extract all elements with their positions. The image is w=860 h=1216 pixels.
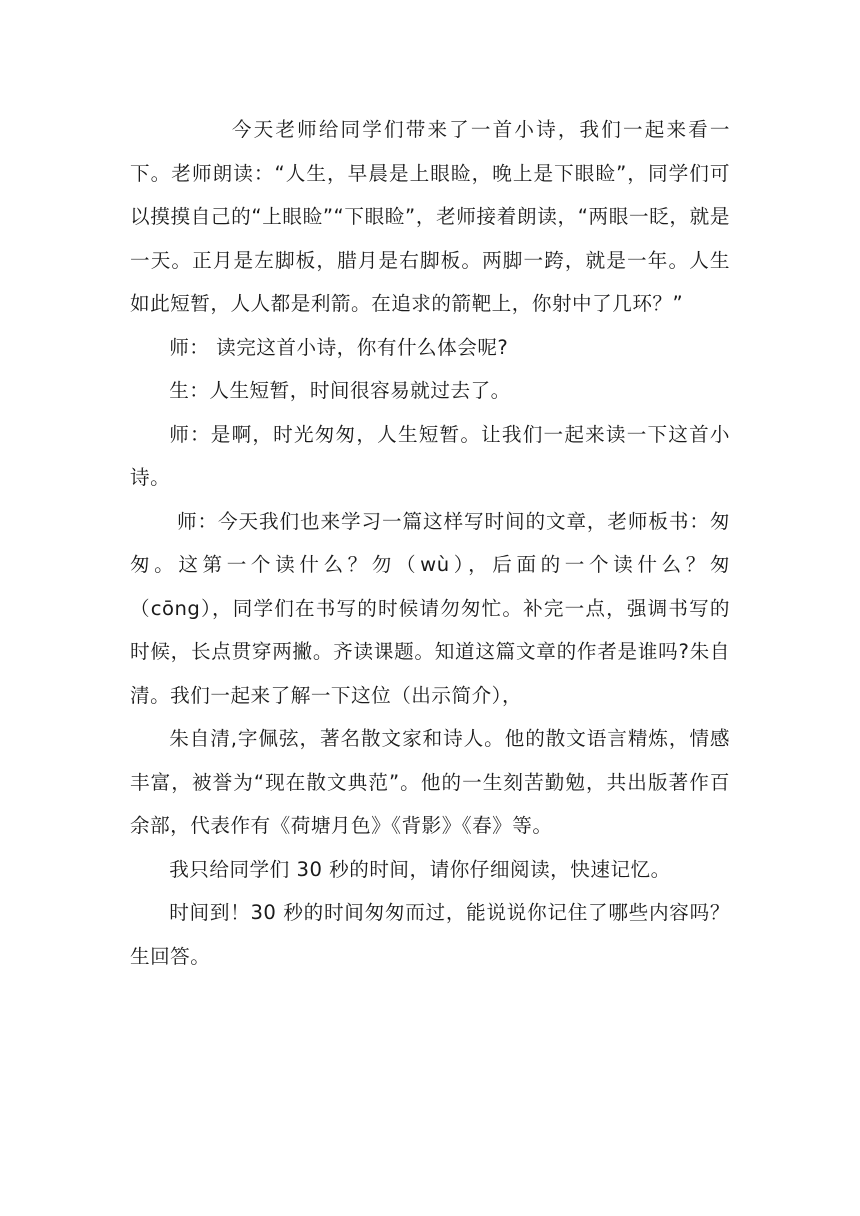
paragraph-time-up: 时间到！30 秒的时间匆匆而过，能说说你记住了哪些内容吗？生回答。 <box>130 901 730 968</box>
paragraph-reading-task: 我只给同学们 30 秒的时间，请你仔细阅读，快速记忆。 <box>169 857 671 881</box>
paragraph-student-answer: 生：人生短暂，时间很容易就过去了。 <box>169 379 511 402</box>
paragraph-teacher-question: 师： 读完这首小诗，你有什么体会呢? <box>169 335 509 359</box>
paragraph-author-intro: 朱自清,字佩弦，著名散文家和诗人。他的散文语言精炼，情感丰富，被誉为“现在散文典范”。他的一生刻苦勤勉，共出版著作百余部，代表作有《荷塘月色》《背影》《春》等。 <box>130 727 730 837</box>
document-body <box>130 108 730 978</box>
paragraph-poem-intro: 今天老师给同学们带来了一首小诗，我们一起来看一下。老师朗读：“人生，早晨是上眼睑，晚上是下眼睑”，同学们可以摸摸自己的“上眼睑”“下眼睑”，老师接着朗读，“两眼一眨，就是一天。正月是左脚板，腊月是右脚板。两脚一跨，就是一年。人生如此短暂，人人都是利箭。在追求的箭靶上，你射中了几环？” <box>130 118 730 315</box>
paragraph-teacher-response: 师：是啊，时光匆匆，人生短暂。让我们一起来读一下这首小诗。 <box>130 422 730 489</box>
paragraph-lesson-title: 师：今天我们也来学习一篇这样写时间的文章，老师板书：匆匆。这第一个读什么？勿（wù），后面的一个读什么？匆（cōng），同学们在书写的时候请勿匆忙。补完一点，强调书写的时候，长点贯穿两撇。齐读课题。知道这篇文章的作者是谁吗?朱自清。我们一起来了解一下这位（出示简介）， <box>130 509 730 707</box>
